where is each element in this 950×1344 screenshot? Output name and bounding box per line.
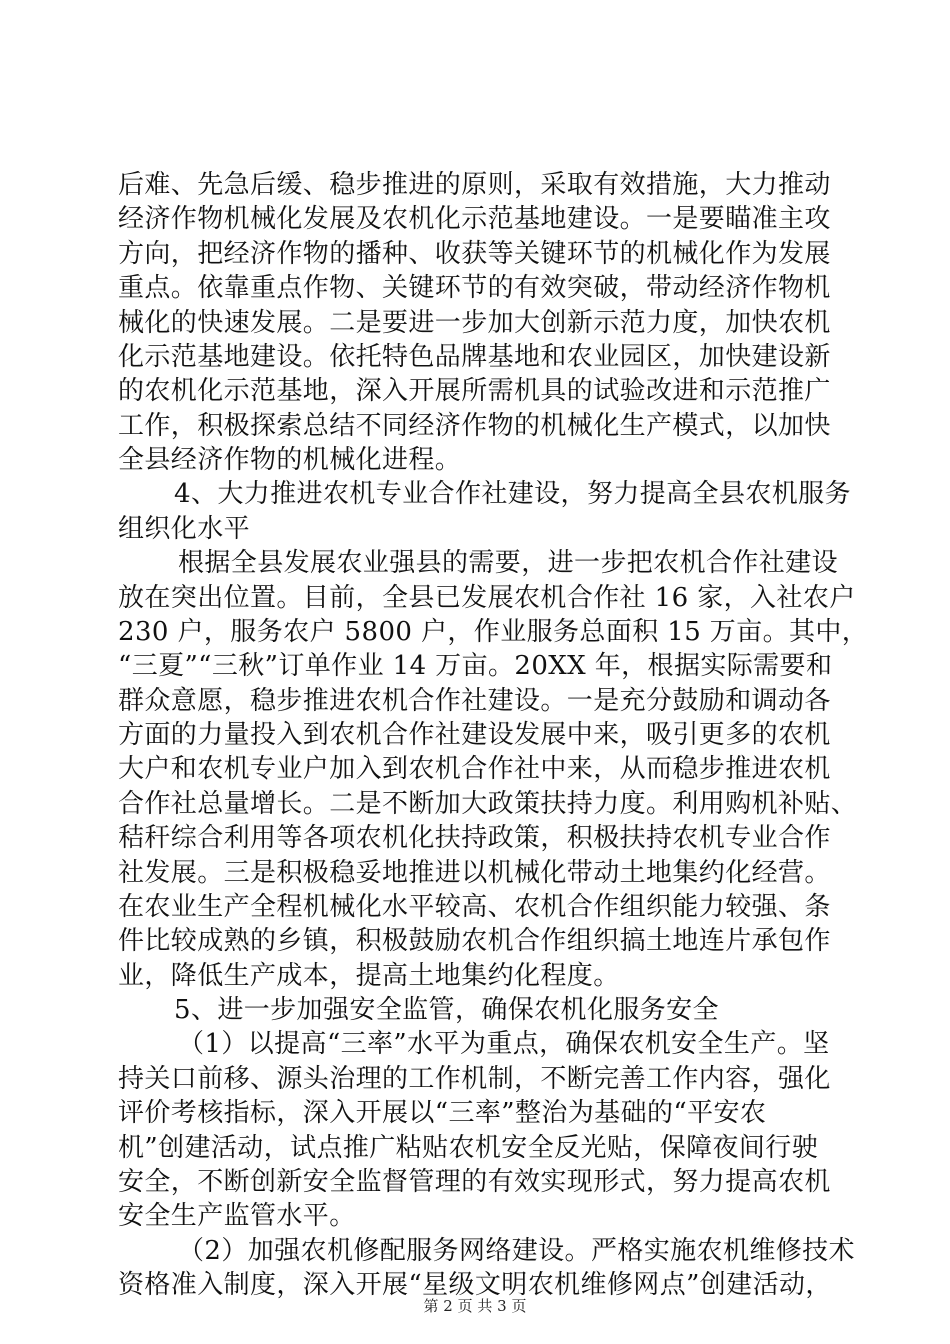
body-line: 放在突出位置。目前，全县已发展农机合作社 16 家，入社农户: [118, 583, 856, 613]
body-line: 全县经济作物的机械化进程。: [118, 445, 462, 475]
paragraph-first-line: （1）以提高“三率”水平为重点，确保农机安全生产。坚: [178, 1029, 830, 1059]
body-line: 230 户，服务农户 5800 户，作业服务总面积 15 万亩。其中，: [118, 617, 869, 647]
body-line: 机”创建活动，试点推广粘贴农机安全反光贴，保障夜间行驶: [118, 1133, 819, 1163]
body-line: 大户和农机专业户加入到农机合作社中来，从而稳步推进农机: [118, 754, 831, 784]
body-line: “三夏”“三秋”订单作业 14 万亩。20XX 年，根据实际需要和: [118, 651, 833, 681]
body-line: 方向，把经济作物的播种、收获等关键环节的机械化作为发展: [118, 239, 831, 269]
body-line: 安全生产监管水平。: [118, 1201, 356, 1231]
section-heading-line: 组织化水平: [118, 514, 251, 544]
body-line: 合作社总量增长。二是不断加大政策扶持力度。利用购机补贴、: [118, 789, 858, 819]
body-line: 秸秆综合利用等各项农机化扶持政策，积极扶持农机专业合作: [118, 823, 831, 853]
body-line: 评价考核指标，深入开展以“三率”整治为基础的“平安农: [118, 1098, 767, 1128]
body-line: 在农业生产全程机械化水平较高、农机合作组织能力较强、条: [118, 892, 831, 922]
page-footer: 第 2 页 共 3 页: [423, 1297, 527, 1315]
body-line: 社发展。三是积极稳妥地推进以机械化带动土地集约化经营。: [118, 858, 831, 888]
body-line: 工作，积极探索总结不同经济作物的机械化生产模式，以加快: [118, 411, 831, 441]
body-line: 方面的力量投入到农机合作社建设发展中来，吸引更多的农机: [118, 720, 831, 750]
body-line: 化示范基地建设。依托特色品牌基地和农业园区，加快建设新: [118, 342, 831, 372]
body-line: 业，降低生产成本，提高土地集约化程度。: [118, 961, 620, 991]
body-line: 资格准入制度，深入开展“星级文明农机维修网点”创建活动，: [118, 1270, 832, 1300]
paragraph-first-line: 根据全县发展农业强县的需要，进一步把农机合作社建设: [178, 548, 839, 578]
body-line: 安全，不断创新安全监督管理的有效实现形式，努力提高农机: [118, 1167, 831, 1197]
paragraph-first-line: （2）加强农机修配服务网络建设。严格实施农机维修技术: [178, 1236, 855, 1266]
body-line: 经济作物机械化发展及农机化示范基地建设。一是要瞄准主攻: [118, 204, 831, 234]
body-line: 件比较成熟的乡镇，积极鼓励农机合作组织搞土地连片承包作: [118, 926, 831, 956]
body-line: 械化的快速发展。二是要进一步加大创新示范力度，加快农机: [118, 308, 831, 338]
section-heading-line: 4、大力推进农机专业合作社建设，努力提高全县农机服务: [174, 479, 851, 509]
body-line: 持关口前移、源头治理的工作机制，不断完善工作内容，强化: [118, 1064, 831, 1094]
body-line: 的农机化示范基地，深入开展所需机具的试验改进和示范推广: [118, 376, 831, 406]
section-heading-line: 5、进一步加强安全监管，确保农机化服务安全: [174, 995, 719, 1025]
body-line: 后难、先急后缓、稳步推进的原则，采取有效措施，大力推动: [118, 170, 831, 200]
body-line: 群众意愿，稳步推进农机合作社建设。一是充分鼓励和调动各: [118, 686, 831, 716]
body-line: 重点。依靠重点作物、关键环节的有效突破，带动经济作物机: [118, 273, 831, 303]
